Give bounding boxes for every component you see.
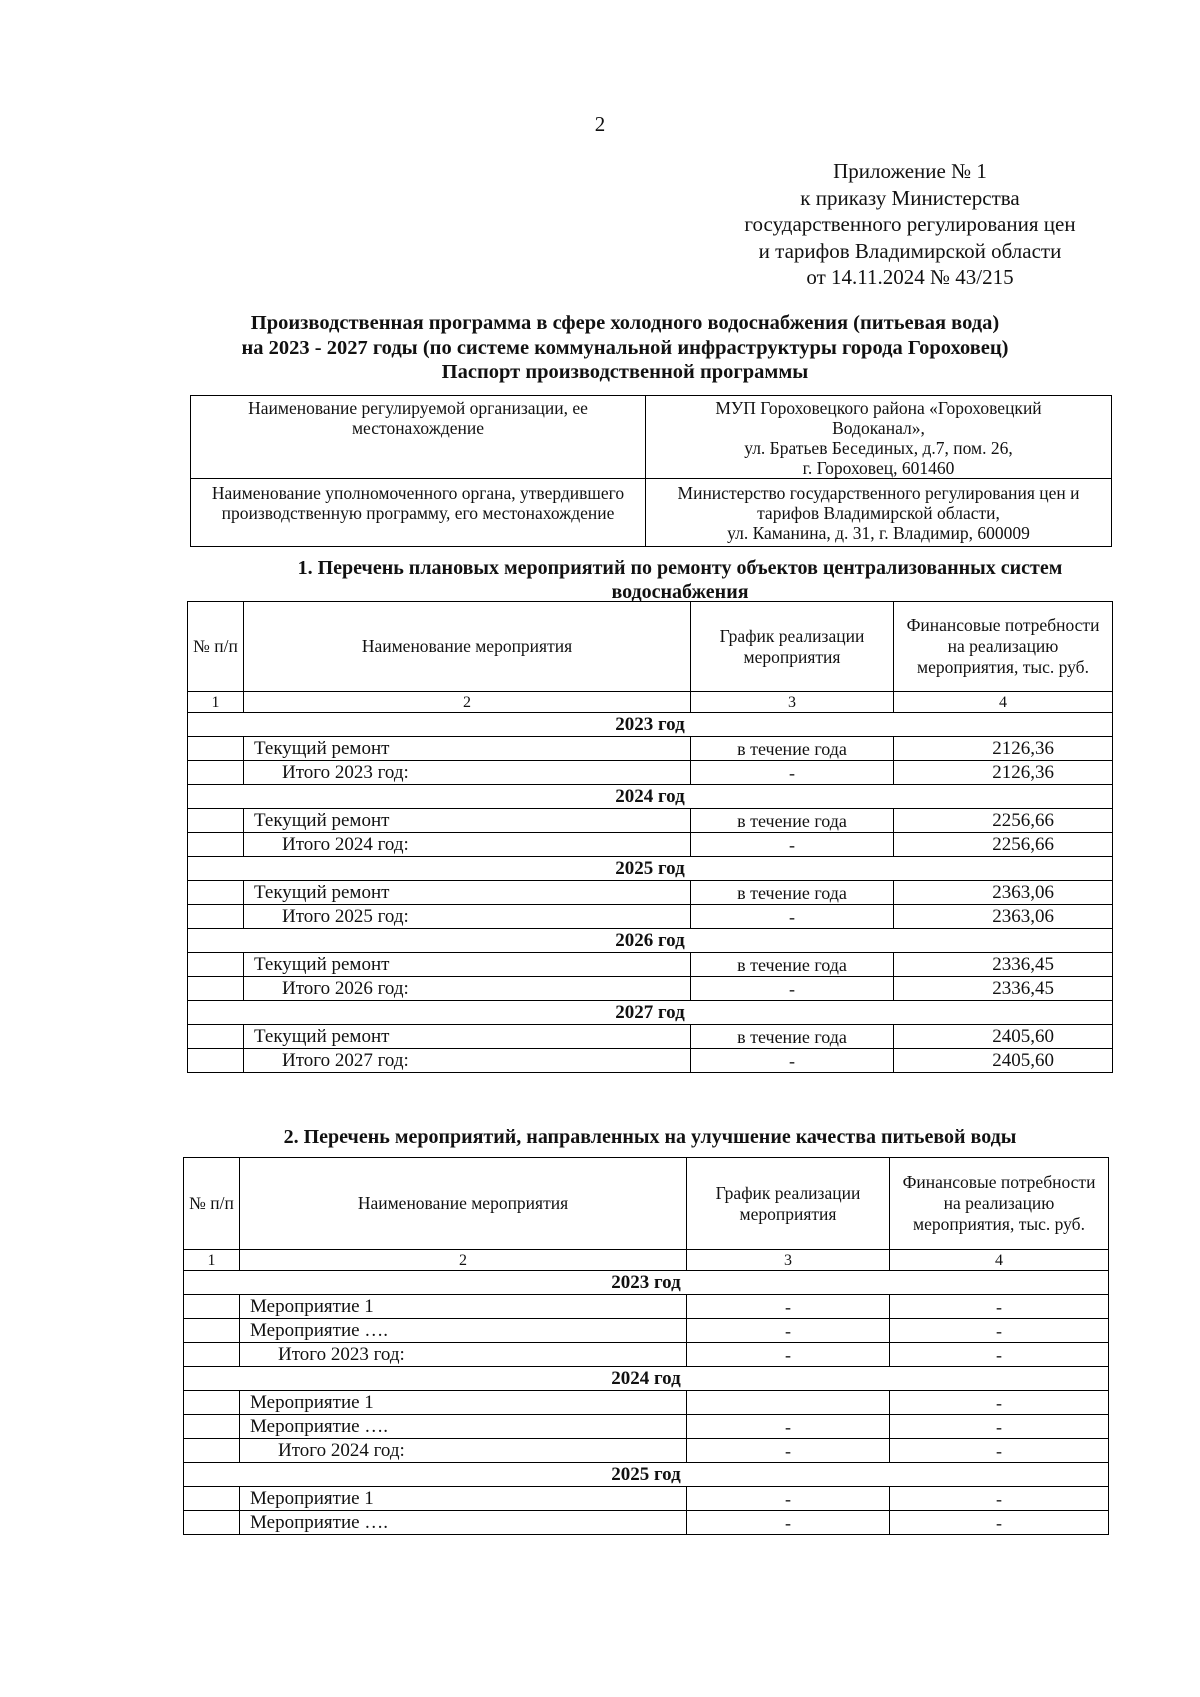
table-header-row	[188, 602, 1113, 692]
col-number: 1	[188, 692, 244, 713]
year-label: 2023 год	[188, 713, 1113, 737]
org-value-line: г. Гороховец, 601460	[802, 458, 955, 478]
row-number	[188, 737, 244, 761]
table-row	[188, 737, 1113, 761]
col-header-name: Наименование мероприятия	[244, 602, 691, 692]
org-value	[646, 396, 1112, 479]
row-number	[184, 1295, 240, 1319]
year-label: 2025 год	[188, 857, 1113, 881]
authority-label: Наименование уполномоченного органа, утвердившего производственную программу, его местонахождение	[191, 479, 646, 547]
total-row	[184, 1343, 1109, 1367]
measure-amount: 2405,60	[894, 1025, 1113, 1049]
row-number	[188, 881, 244, 905]
appendix-line: к приказу Министерства	[800, 185, 1020, 210]
total-label: Итого 2023 год:	[240, 1343, 687, 1367]
col-number: 3	[687, 1250, 890, 1271]
row-number	[188, 905, 244, 929]
col-number: 2	[240, 1250, 687, 1271]
measure-amount: 2126,36	[894, 737, 1113, 761]
measure-schedule: -	[687, 1415, 890, 1439]
row-number	[184, 1391, 240, 1415]
measure-name: Мероприятие ….	[240, 1415, 687, 1439]
row-number	[184, 1511, 240, 1535]
year-label: 2025 год	[184, 1463, 1109, 1487]
water-quality-measures-table	[183, 1157, 1109, 1535]
year-row	[188, 929, 1113, 953]
col-number: 4	[890, 1250, 1109, 1271]
table-row	[184, 1415, 1109, 1439]
total-label: Итого 2024 год:	[240, 1439, 687, 1463]
total-amount: -	[890, 1439, 1109, 1463]
year-label: 2024 год	[188, 785, 1113, 809]
col-header-finance: Финансовые потребности на реализацию мероприятия, тыс. руб.	[890, 1158, 1109, 1250]
total-schedule: -	[691, 905, 894, 929]
row-number	[188, 1049, 244, 1073]
measure-amount: -	[890, 1295, 1109, 1319]
authority-value-line: ул. Каманина, д. 31, г. Владимир, 600009	[727, 523, 1030, 543]
measure-schedule: в течение года	[691, 809, 894, 833]
measure-name: Текущий ремонт	[244, 737, 691, 761]
measure-schedule: в течение года	[691, 1025, 894, 1049]
table-row	[188, 1025, 1113, 1049]
row-number	[188, 953, 244, 977]
col-header-schedule: График реализации мероприятия	[691, 602, 894, 692]
column-number-row	[188, 692, 1113, 713]
col-header-number: № п/п	[188, 602, 244, 692]
year-row	[188, 713, 1113, 737]
year-row	[184, 1367, 1109, 1391]
table-row	[184, 1391, 1109, 1415]
section1-heading: 1. Перечень плановых мероприятий по ремонту объектов централизованных систем водоснабжения	[297, 557, 1063, 603]
table-row	[184, 1511, 1109, 1535]
measure-name: Текущий ремонт	[244, 953, 691, 977]
total-schedule: -	[687, 1343, 890, 1367]
row-number	[188, 761, 244, 785]
year-label: 2024 год	[184, 1367, 1109, 1391]
appendix-line: от 14.11.2024 № 43/215	[806, 265, 1014, 289]
row-number	[184, 1487, 240, 1511]
col-header-finance: Финансовые потребности на реализацию мероприятия, тыс. руб.	[894, 602, 1113, 692]
total-label: Итого 2026 год:	[244, 977, 691, 1001]
year-row	[188, 1001, 1113, 1025]
total-row	[188, 833, 1113, 857]
row-number	[184, 1439, 240, 1463]
year-label: 2026 год	[188, 929, 1113, 953]
row-number	[184, 1343, 240, 1367]
row-number	[188, 977, 244, 1001]
table-header-row	[184, 1158, 1109, 1250]
measure-schedule: в течение года	[691, 953, 894, 977]
repair-measures-table	[187, 601, 1113, 1073]
total-amount: 2405,60	[894, 1049, 1113, 1073]
title-line: Производственная программа в сфере холодного водоснабжения (питьевая вода)	[250, 312, 1000, 334]
org-value-line: МУП Гороховецкого района «Гороховецкий Водоканал»,	[715, 398, 1042, 438]
measure-amount: 2256,66	[894, 809, 1113, 833]
measure-amount: -	[890, 1319, 1109, 1343]
page-number: 2	[594, 112, 606, 136]
total-amount: -	[890, 1343, 1109, 1367]
table-row	[184, 1319, 1109, 1343]
total-row	[188, 977, 1113, 1001]
table-row	[188, 881, 1113, 905]
total-schedule: -	[691, 761, 894, 785]
document-title	[150, 311, 1100, 385]
total-amount: 2256,66	[894, 833, 1113, 857]
authority-value-line: Министерство государственного регулирования цен и тарифов Владимирской области,	[677, 483, 1080, 523]
col-number: 2	[244, 692, 691, 713]
authority-value	[646, 479, 1112, 547]
measure-amount: -	[890, 1415, 1109, 1439]
table-row	[188, 953, 1113, 977]
col-header-name: Наименование мероприятия	[240, 1158, 687, 1250]
row-number	[188, 809, 244, 833]
measure-schedule: -	[687, 1511, 890, 1535]
year-row	[184, 1463, 1109, 1487]
passport-title: Паспорт производственной программы	[441, 361, 809, 383]
measure-schedule: -	[687, 1295, 890, 1319]
measure-schedule: -	[687, 1487, 890, 1511]
total-row	[184, 1439, 1109, 1463]
col-header-number: № п/п	[184, 1158, 240, 1250]
total-label: Итого 2027 год:	[244, 1049, 691, 1073]
table-row	[184, 1295, 1109, 1319]
total-label: Итого 2025 год:	[244, 905, 691, 929]
org-label: Наименование регулируемой организации, ее местонахождение	[191, 396, 646, 479]
measure-name: Текущий ремонт	[244, 1025, 691, 1049]
measure-name: Мероприятие 1	[240, 1295, 687, 1319]
total-label: Итого 2023 год:	[244, 761, 691, 785]
total-row	[188, 1049, 1113, 1073]
appendix-line: и тарифов Владимирской области	[758, 238, 1062, 263]
year-row	[184, 1271, 1109, 1295]
measure-schedule: -	[687, 1319, 890, 1343]
table-row	[188, 809, 1113, 833]
col-header-schedule: График реализации мероприятия	[687, 1158, 890, 1250]
measure-name: Текущий ремонт	[244, 809, 691, 833]
org-value-line: ул. Братьев Бесединых, д.7, пом. 26,	[744, 438, 1013, 458]
total-schedule: -	[687, 1439, 890, 1463]
measure-amount: -	[890, 1511, 1109, 1535]
measure-schedule: в течение года	[691, 881, 894, 905]
measure-amount: 2363,06	[894, 881, 1113, 905]
row-number	[188, 833, 244, 857]
row-number	[188, 1025, 244, 1049]
year-label: 2023 год	[184, 1271, 1109, 1295]
col-number: 3	[691, 692, 894, 713]
row-number	[184, 1319, 240, 1343]
measure-name: Текущий ремонт	[244, 881, 691, 905]
total-amount: 2126,36	[894, 761, 1113, 785]
measure-amount: -	[890, 1391, 1109, 1415]
title-line: на 2023 - 2027 годы (по системе коммунальной инфраструктуры города Гороховец)	[241, 336, 1009, 359]
passport-table	[190, 395, 1112, 547]
passport-row-organization	[191, 396, 1112, 479]
measure-name: Мероприятие ….	[240, 1511, 687, 1535]
total-schedule: -	[691, 1049, 894, 1073]
measure-schedule	[687, 1391, 890, 1415]
total-row	[188, 905, 1113, 929]
measure-schedule: в течение года	[691, 737, 894, 761]
total-row	[188, 761, 1113, 785]
measure-amount: 2336,45	[894, 953, 1113, 977]
appendix-line: государственного регулирования цен	[744, 212, 1076, 236]
column-number-row	[184, 1250, 1109, 1271]
measure-name: Мероприятие 1	[240, 1391, 687, 1415]
year-row	[188, 785, 1113, 809]
table-row	[184, 1487, 1109, 1511]
measure-amount: -	[890, 1487, 1109, 1511]
total-schedule: -	[691, 833, 894, 857]
passport-row-authority	[191, 479, 1112, 547]
total-schedule: -	[691, 977, 894, 1001]
total-amount: 2363,06	[894, 905, 1113, 929]
year-label: 2027 год	[188, 1001, 1113, 1025]
appendix-line: Приложение № 1	[833, 159, 987, 183]
total-amount: 2336,45	[894, 977, 1113, 1001]
col-number: 4	[894, 692, 1113, 713]
row-number	[184, 1415, 240, 1439]
section2-heading: 2. Перечень мероприятий, направленных на улучшение качества питьевой воды	[283, 1126, 1017, 1148]
appendix-block	[735, 158, 1085, 291]
measure-name: Мероприятие 1	[240, 1487, 687, 1511]
total-label: Итого 2024 год:	[244, 833, 691, 857]
measure-name: Мероприятие ….	[240, 1319, 687, 1343]
col-number: 1	[184, 1250, 240, 1271]
year-row	[188, 857, 1113, 881]
